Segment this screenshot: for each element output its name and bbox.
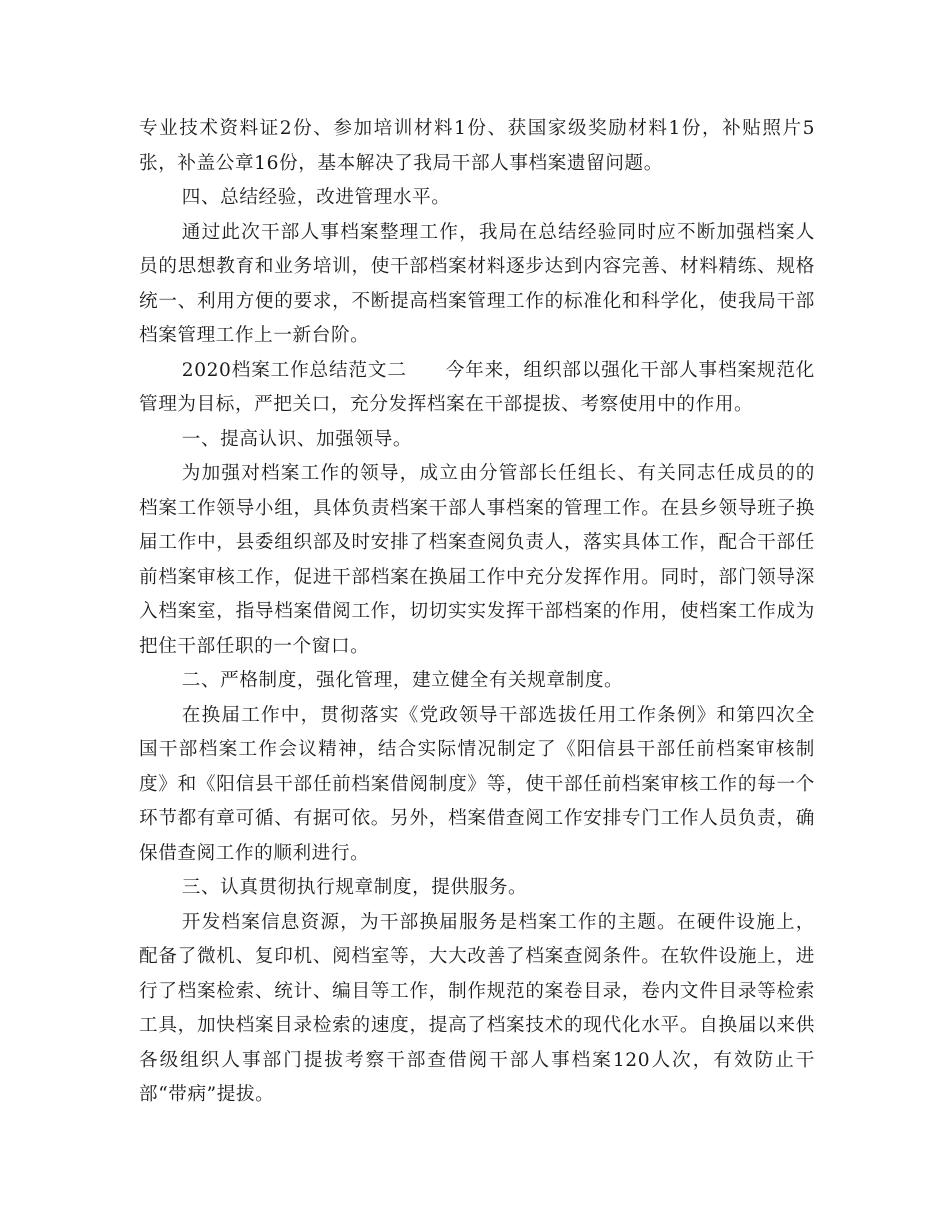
paragraph: 开发档案信息资源，为干部换届服务是档案工作的主题。在硬件设施上，配备了微机、复印机、阅档室等，大大改善了档案查阅条件。在软件设施上，进行了档案检索、统计、编目等工作，制作规范的案卷目录，卷内文件目录等检索工具，加快档案目录检索的速度，提高了档案技术的现代化水平。自换届以来供各级组织人事部门提拔考察干部查借阅干部人事档案120人次，有效防止干部“带病”提拔。 bbox=[139, 911, 815, 1105]
paragraph: 为加强对档案工作的领导，成立由分管部长任组长、有关同志任成员的的档案工作领导小组，具体负责档案干部人事档案的管理工作。在县乡领导班子换届工作中，县委组织部及时安排了档案查阅负责人，落实具体工作，配合干部任前档案审核工作，促进干部档案在换届工作中充分发挥作用。同时，部门领导深入档案室，指导档案借阅工作，切切实实发挥干部档案的作用，使档案工作成为把住干部任职的一个窗口。 bbox=[139, 463, 815, 657]
section-heading-3: 三、认真贯彻执行规章制度，提供服务。 bbox=[181, 877, 528, 898]
paragraph-sample-two-intro: 2020档案工作总结范文二 今年来，组织部以强化干部人事档案规范化管理为目标，严把关口，充分发挥档案在干部提拔、考察使用中的作用。 bbox=[139, 359, 815, 415]
section-heading-4: 四、总结经验，改进管理水平。 bbox=[181, 187, 451, 208]
section-heading-2: 二、严格制度，强化管理，建立健全有关规章制度。 bbox=[181, 670, 624, 691]
paragraph-continuation: 专业技术资料证2份、参加培训材料1份、获国家级奖励材料1份，补贴照片5张，补盖公章16份，基本解决了我局干部人事档案遗留问题。 bbox=[139, 118, 815, 174]
paragraph: 通过此次干部人事档案整理工作，我局在总结经验同时应不断加强档案人员的思想教育和业务培训，使干部档案材料逐步达到内容完善、材料精练、规格统一、利用方便的要求，不断提高档案管理工作的标准化和科学化，使我局干部档案管理工作上一新台阶。 bbox=[139, 221, 815, 346]
document-body bbox=[139, 112, 815, 1113]
paragraph: 在换届工作中，贯彻落实《党政领导干部选拔任用工作条例》和第四次全国干部档案工作会议精神，结合实际情况制定了《阳信县干部任前档案审核制度》和《阳信县干部任前档案借阅制度》等，使干部任前档案审核工作的每一个环节都有章可循、有据可依。另外，档案借查阅工作安排专门工作人员负责，确保借查阅工作的顺利进行。 bbox=[139, 704, 815, 864]
section-heading-1: 一、提高认识、加强领导。 bbox=[181, 428, 413, 450]
